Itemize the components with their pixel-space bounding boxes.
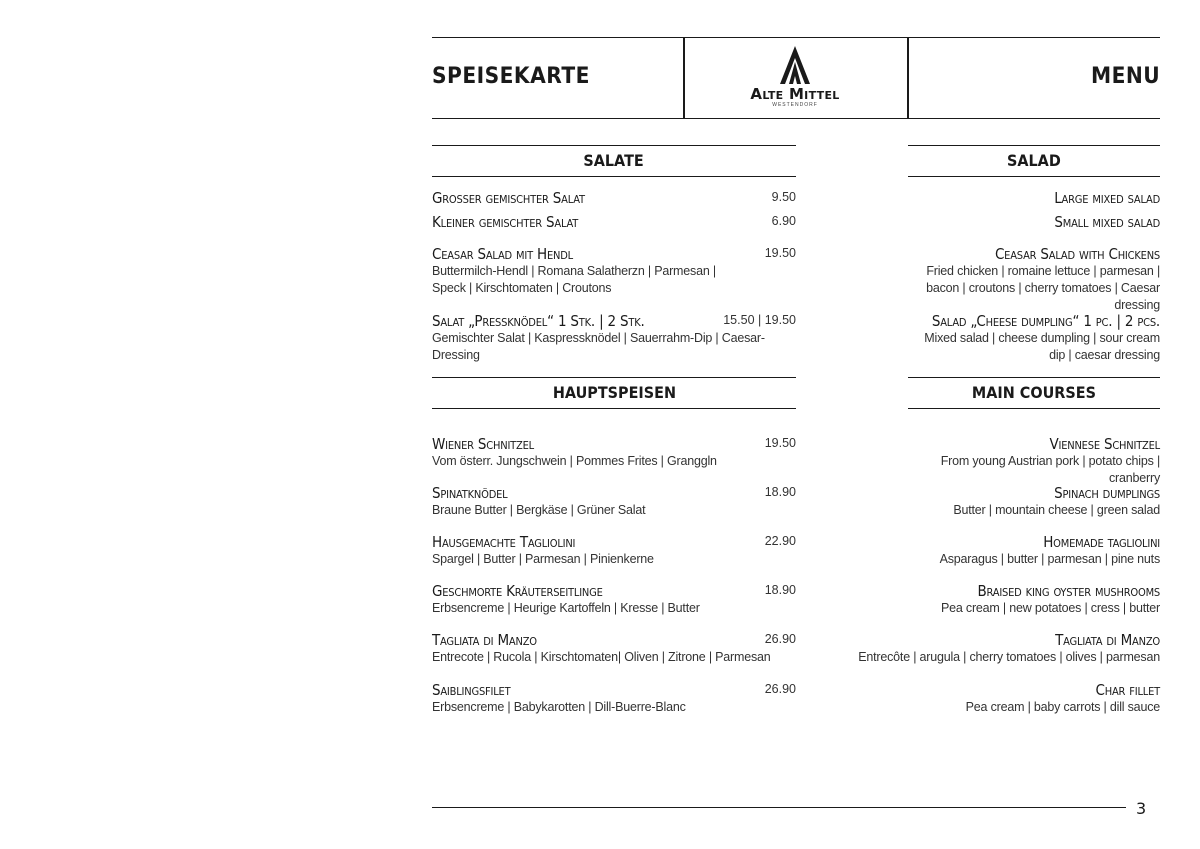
- menu-item-en: Ceasar Salad with Chickens Fried chicken | romaine lettuce | parmesan | bacon | croutons | cherry tomatoes | Caesar dressing: [926, 245, 1160, 312]
- item-price: 26.90: [764, 682, 796, 696]
- item-price: 6.90: [771, 214, 796, 228]
- menu-item-de: Spinatknödel Braune Butter | Bergkäse | Grüner Salat 18.90: [432, 484, 796, 517]
- mountain-logo-icon: [779, 46, 811, 84]
- header-divider-right: [907, 38, 909, 118]
- menu-page: [432, 0, 1160, 849]
- menu-item-en: Tagliata di Manzo Entrecôte | arugula | cherry tomatoes | olives | parmesan: [858, 631, 1160, 664]
- menu-item-de: Saiblingsfilet Erbsencreme | Babykarotten | Dill-Buerre-Blanc 26.90: [432, 681, 796, 714]
- page-number: 3: [1136, 799, 1147, 818]
- menu-item-de: Geschmorte Kräuterseitlinge Erbsencreme | Heurige Kartoffeln | Kresse | Butter 18.90: [432, 582, 796, 615]
- menu-item-en: Spinach dumplings Butter | mountain cheese | green salad: [953, 484, 1160, 517]
- menu-item-en: Salad „Cheese dumpling“ 1 pc. | 2 pcs. Mixed salad | cheese dumpling | sour cream dip | caesar dressing: [924, 312, 1160, 362]
- menu-item-en: Viennese Schnitzel From young Austrian pork | potato chips | cranberry: [940, 435, 1160, 485]
- logo-subtitle: WESTENDORF: [772, 102, 818, 108]
- menu-item-de: Kleiner gemischter Salat 6.90: [432, 213, 796, 231]
- section-heading-hauptspeisen: HAUPTSPEISEN: [432, 377, 796, 409]
- restaurant-logo: [683, 38, 907, 120]
- menu-item-en: Char fillet Pea cream | baby carrots | dill sauce: [965, 681, 1160, 714]
- section-heading-main-courses: MAIN COURSES: [908, 377, 1160, 409]
- menu-item-de: Tagliata di Manzo Entrecote | Rucola | Kirschtomaten| Oliven | Zitrone | Parmesan 26.90: [432, 631, 796, 664]
- item-price: 19.50: [764, 436, 796, 450]
- logo-name: Alte Mittel: [750, 85, 840, 103]
- item-price: 22.90: [764, 534, 796, 548]
- menu-item-de: Grosser gemischter Salat 9.50: [432, 189, 796, 207]
- footer-rule: [432, 807, 1126, 808]
- item-price: 19.50: [764, 246, 796, 260]
- menu-item-de: Salat „Pressknödel“ 1 Stk. | 2 Stk. Gemischter Salat | Kaspressknödel | Sauerrahm-Dip | Caesar-Dressing 15.50 | 19.50: [432, 312, 796, 362]
- section-heading-salad: SALAD: [908, 145, 1160, 177]
- item-price: 15.50 | 19.50: [723, 313, 796, 327]
- item-price: 18.90: [764, 485, 796, 499]
- item-price: 26.90: [764, 632, 796, 646]
- menu-item-de: Wiener Schnitzel Vom österr. Jungschwein | Pommes Frites | Granggln 19.50: [432, 435, 796, 468]
- menu-item-en: Large mixed salad: [1054, 189, 1160, 207]
- title-english: MENU: [1090, 64, 1160, 89]
- item-price: 9.50: [771, 190, 796, 204]
- item-price: 18.90: [764, 583, 796, 597]
- menu-header: [432, 37, 1160, 119]
- menu-item-de: Ceasar Salad mit Hendl Buttermilch-Hendl | Romana Salatherzn | Parmesan | Speck | Kirschtomaten | Croutons 19.50: [432, 245, 796, 295]
- section-heading-salate: SALATE: [432, 145, 796, 177]
- title-german: SPEISEKARTE: [432, 64, 590, 89]
- menu-item-en: Braised king oyster mushrooms Pea cream | new potatoes | cress | butter: [940, 582, 1160, 615]
- menu-item-de: Hausgemachte Tagliolini Spargel | Butter | Parmesan | Pinienkerne 22.90: [432, 533, 796, 566]
- menu-item-en: Homemade tagliolini Asparagus | butter | parmesan | pine nuts: [939, 533, 1160, 566]
- menu-item-en: Small mixed salad: [1054, 213, 1160, 231]
